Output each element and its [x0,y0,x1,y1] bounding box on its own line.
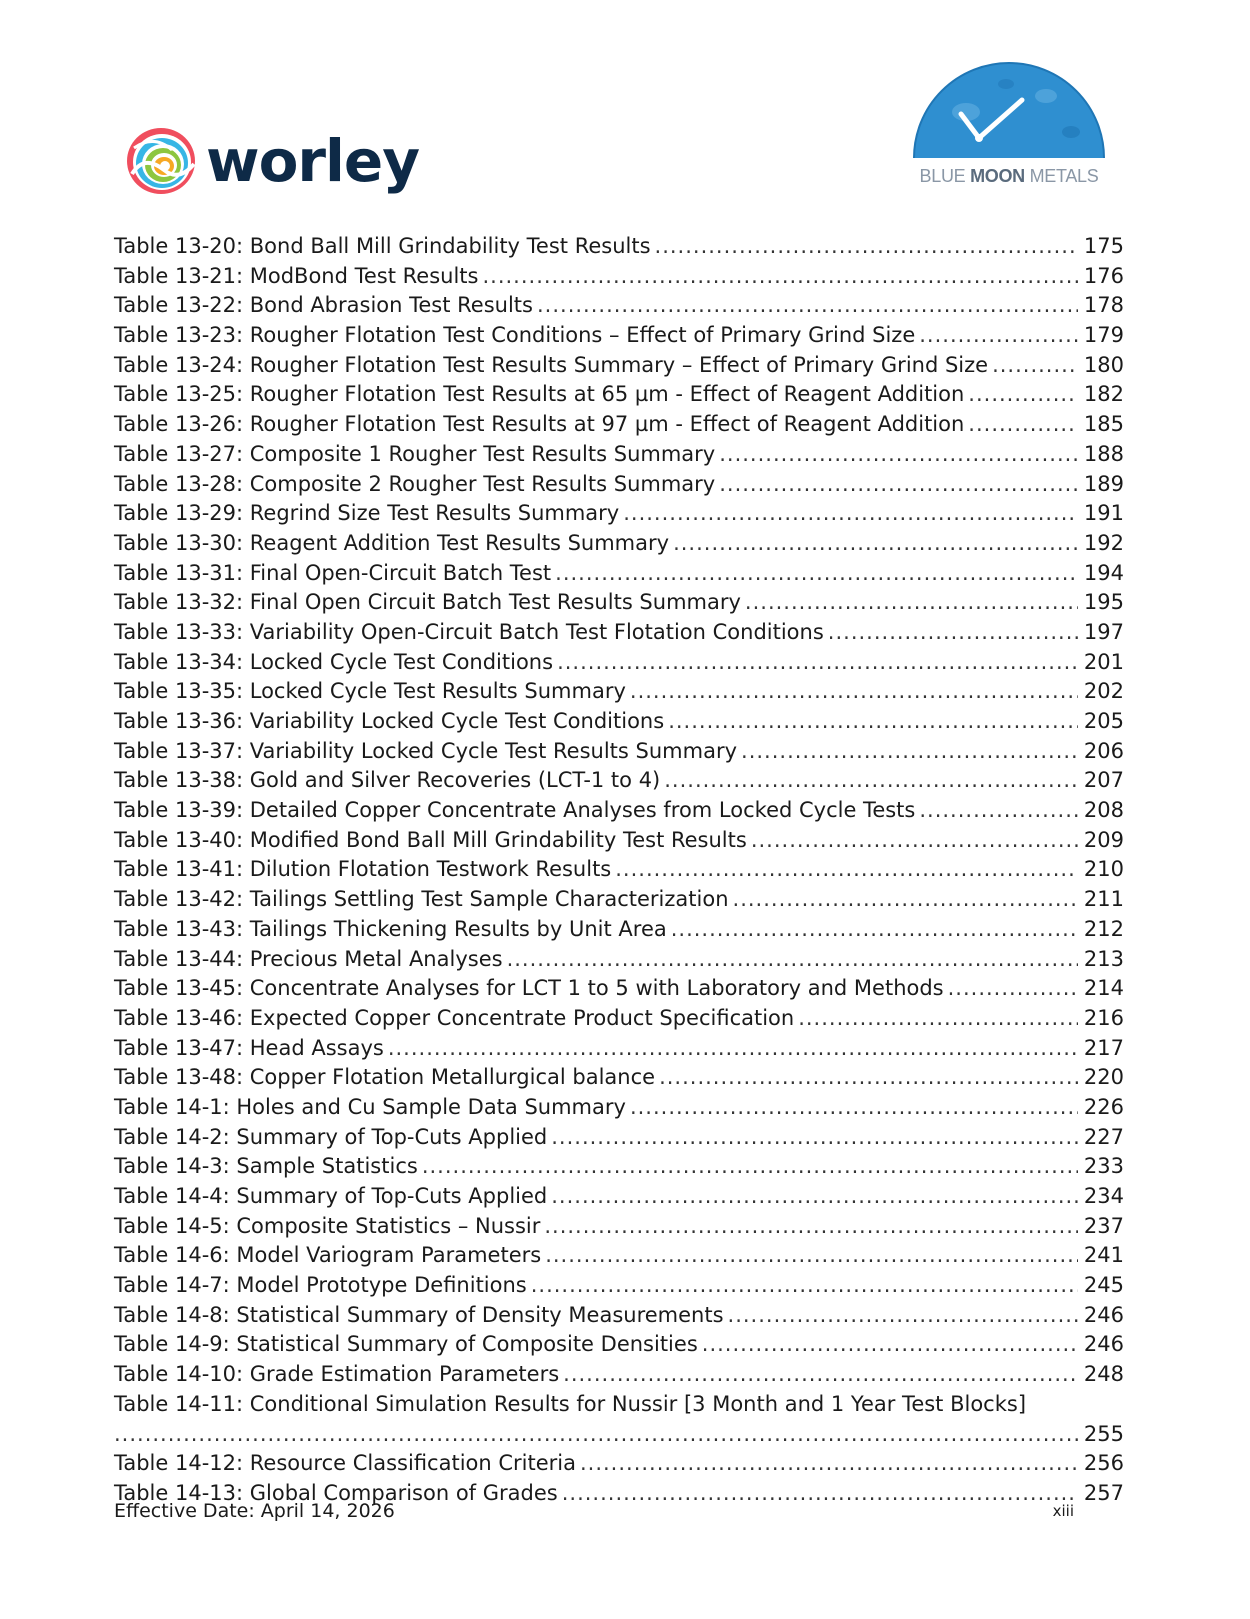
toc-leader-dots [551,1123,1078,1153]
toc-entry-title: Table 13-21: ModBond Test Results [114,263,479,288]
toc-entry[interactable] [114,351,1124,381]
toc-entry-page: 226 [1083,1094,1124,1119]
toc-entry-page: 210 [1083,857,1124,882]
toc-leader-dots [563,1360,1078,1390]
toc-entry-page: 209 [1083,827,1124,852]
toc-entry-title: Table 13-23: Rougher Flotation Test Conditions – Effect of Primary Grind Size [114,323,916,348]
toc-entry[interactable] [114,1093,1124,1123]
toc-entry-page: 191 [1083,501,1124,526]
blue-moon-metals-wordmark: BLUE MOON METALS [919,166,1099,186]
toc-entry-page: 246 [1083,1332,1124,1357]
effective-date: Effective Date: April 14, 2026 [114,1500,395,1522]
toc-entry-page: 211 [1083,887,1124,912]
toc-leader-dots [828,618,1078,648]
toc-entry-page: 237 [1083,1213,1124,1238]
toc-leader-dots [992,351,1078,381]
toc-leader-dots [948,974,1078,1004]
toc-leader-dots [968,410,1078,440]
toc-leader-dots [422,1152,1078,1182]
worley-logo [124,124,419,198]
toc-entry[interactable] [114,1034,1124,1064]
toc-leader-dots [531,1271,1078,1301]
toc-entry-title: Table 14-4: Summary of Top-Cuts Applied [114,1184,548,1208]
toc-leader-dots [551,1182,1078,1212]
toc-leader-dots [655,232,1078,262]
toc-leader-dots [562,1479,1078,1509]
toc-entry[interactable] [114,291,1124,321]
page-number: xiii [1052,1502,1074,1520]
toc-entry[interactable] [114,1123,1124,1153]
toc-entry[interactable] [114,648,1124,678]
toc-leader-dots [968,380,1078,410]
toc-entry-title: Table 14-6: Model Variogram Parameters [114,1243,542,1268]
toc-entry[interactable] [114,974,1124,1004]
toc-entry-title: Table 14-13: Global Comparison of Grades [114,1480,558,1505]
toc-entry-page: 206 [1083,738,1124,763]
toc-entry-title: Table 14-11: Conditional Simulation Results for Nussir [3 Month and 1 Year Test Blocks] [114,1391,1027,1416]
toc-entry-page: 241 [1083,1243,1124,1268]
worley-swirl-icon [124,124,198,198]
toc-leader-dots [580,1449,1078,1479]
toc-entry-page: 179 [1083,323,1124,348]
toc-entry[interactable] [114,529,1124,559]
toc-entry[interactable] [114,677,1124,707]
toc-entry-page: 202 [1083,679,1124,704]
toc-entry[interactable] [114,321,1124,351]
toc-entry-title: Table 14-8: Statistical Summary of Density Measurements [114,1302,724,1327]
toc-entry-title: Table 13-39: Detailed Copper Concentrate Analyses from Locked Cycle Tests [114,798,916,823]
toc-entry[interactable] [114,707,1124,737]
toc-leader-dots [741,737,1078,767]
toc-entry-page: 216 [1083,1005,1124,1030]
toc-entry[interactable] [114,885,1124,915]
toc-entry-title: Table 13-44: Precious Metal Analyses [114,946,503,971]
toc-entry-title: Table 13-45: Concentrate Analyses for LCT 1 to 5 with Laboratory and Methods [114,976,944,1001]
toc-entry-title: Table 13-33: Variability Open-Circuit Batch Test Flotation Conditions [114,619,824,644]
toc-entry-page: 233 [1083,1154,1124,1179]
toc-leader-dots [545,1241,1078,1271]
toc-entry[interactable] [114,1449,1124,1479]
toc-entry[interactable] [114,1420,1124,1450]
toc-leader-dots [557,648,1078,678]
toc-leader-dots [919,796,1078,826]
toc-entry-page: 256 [1083,1451,1124,1476]
toc-entry-page: 207 [1083,768,1124,793]
toc-leader-dots [733,885,1078,915]
toc-entry-title: Table 13-24: Rougher Flotation Test Results Summary – Effect of Primary Grind Size [114,352,989,377]
toc-entry[interactable] [114,588,1124,618]
list-of-tables [114,232,1124,1509]
toc-entry-title: Table 13-48: Copper Flotation Metallurgical balance [114,1065,656,1090]
toc-entry[interactable] [114,1241,1124,1271]
toc-entry[interactable] [114,618,1124,648]
toc-leader-dots [919,321,1078,351]
toc-entry[interactable] [114,1212,1124,1242]
toc-entry-page: 175 [1083,234,1124,258]
toc-leader-dots [751,826,1078,856]
toc-entry-page: 248 [1083,1362,1124,1387]
toc-leader-dots [537,291,1078,321]
toc-entry[interactable] [114,262,1124,292]
toc-entry[interactable] [114,855,1124,885]
toc-entry-title: Table 13-42: Tailings Settling Test Sample Characterization [114,887,729,912]
toc-entry-title: Table 13-25: Rougher Flotation Test Results at 65 µm - Effect of Reagent Addition [114,382,965,407]
toc-entry-page: 176 [1083,263,1124,288]
toc-entry-page: 192 [1083,530,1124,555]
toc-entry-page: 205 [1083,709,1124,733]
toc-leader-dots [659,1063,1078,1093]
toc-entry[interactable] [114,1182,1124,1212]
toc-entry-title: Table 13-41: Dilution Flotation Testwork Results [114,857,612,882]
toc-entry-title: Table 14-10: Grade Estimation Parameters [114,1362,560,1387]
toc-entry-title: Table 13-36: Variability Locked Cycle Test Conditions [114,709,665,733]
toc-entry-page: 246 [1083,1302,1124,1327]
toc-leader-dots [728,1301,1078,1331]
toc-leader-dots [623,499,1078,529]
toc-entry-title: Table 13-27: Composite 1 Rougher Test Results Summary [114,441,716,466]
toc-leader-dots [719,440,1078,470]
toc-entry[interactable] [114,380,1124,410]
toc-entry[interactable] [114,1390,1124,1420]
toc-leader-dots [482,262,1078,292]
toc-entry-title: Table 14-12: Resource Classification Criteria [114,1451,576,1476]
toc-entry[interactable] [114,1301,1124,1331]
toc-entry[interactable] [114,499,1124,529]
toc-entry[interactable] [114,559,1124,589]
toc-entry[interactable] [114,1271,1124,1301]
toc-entry-page: 188 [1083,441,1124,466]
toc-entry-title: Table 13-47: Head Assays [114,1035,384,1060]
toc-leader-dots [702,1330,1078,1360]
toc-entry[interactable] [114,945,1124,975]
toc-entry-title: Table 14-5: Composite Statistics – Nussir [114,1213,541,1238]
toc-entry-title: Table 13-28: Composite 2 Rougher Test Results Summary [114,471,716,496]
toc-entry-title: Table 13-30: Reagent Addition Test Results Summary [114,530,670,555]
toc-entry-page: 201 [1083,649,1124,674]
toc-entry[interactable] [114,410,1124,440]
toc-entry-title: Table 14-1: Holes and Cu Sample Data Summary [114,1094,626,1119]
toc-leader-dots [673,529,1078,559]
toc-leader-dots [664,766,1078,796]
toc-entry-page: 257 [1083,1480,1124,1505]
toc-entry-page: 197 [1083,619,1124,644]
toc-entry-title: Table 14-7: Model Prototype Definitions [114,1273,527,1298]
toc-leader-dots [630,677,1078,707]
toc-entry-title: Table 13-26: Rougher Flotation Test Results at 97 µm - Effect of Reagent Addition [114,412,965,437]
toc-entry[interactable] [114,440,1124,470]
toc-entry-page: 255 [1083,1421,1124,1446]
toc-entry[interactable] [114,232,1124,262]
toc-entry-title: Table 13-29: Regrind Size Test Results Summary [114,501,620,526]
toc-entry-title: Table 13-38: Gold and Silver Recoveries (LCT-1 to 4) [114,768,661,793]
toc-entry-title: Table 14-3: Sample Statistics [114,1154,418,1179]
toc-leader-dots [668,707,1078,737]
toc-entry-page: 195 [1083,590,1124,615]
toc-entry-title: Table 13-31: Final Open-Circuit Batch Test [114,560,552,585]
toc-entry-title: Table 13-20: Bond Ball Mill Grindability Test Results [114,234,651,258]
toc-entry[interactable] [114,1152,1124,1182]
toc-entry-title: Table 13-43: Tailings Thickening Results by Unit Area [114,916,667,941]
toc-leader-dots [507,945,1078,975]
toc-entry[interactable] [114,796,1124,826]
toc-entry-page: 208 [1083,798,1124,823]
toc-entry[interactable] [114,1004,1124,1034]
toc-leader-dots [798,1004,1078,1034]
toc-entry[interactable] [114,915,1124,945]
toc-entry-title: Table 14-2: Summary of Top-Cuts Applied [114,1124,548,1149]
toc-entry[interactable] [114,1360,1124,1390]
toc-entry-page: 245 [1083,1273,1124,1298]
toc-entry-title: Table 13-22: Bond Abrasion Test Results [114,293,533,318]
toc-entry-page: 213 [1083,946,1124,971]
toc-entry-page: 220 [1083,1065,1124,1090]
toc-entry-title: Table 13-46: Expected Copper Concentrate Product Specification [114,1005,795,1030]
toc-leader-dots [671,915,1078,945]
toc-entry-title: Table 13-32: Final Open Circuit Batch Test Results Summary [114,590,741,615]
toc-leader-dots [615,855,1078,885]
toc-leader-dots [630,1093,1078,1123]
toc-leader-dots [555,559,1078,589]
toc-entry[interactable] [114,766,1124,796]
toc-entry-page: 189 [1083,471,1124,496]
toc-leader-dots [719,470,1078,500]
toc-leader-dots [388,1034,1078,1064]
toc-entry-page: 194 [1083,560,1124,585]
toc-entry-title: Table 14-9: Statistical Summary of Composite Densities [114,1332,698,1357]
toc-leader-dots [745,588,1078,618]
page-header [0,0,1250,220]
worley-wordmark: worley [206,127,420,195]
toc-entry[interactable] [114,1063,1124,1093]
toc-leader-dots [114,1420,1078,1450]
toc-entry[interactable] [114,470,1124,500]
toc-entry-page: 185 [1083,412,1124,437]
toc-leader-dots [544,1212,1078,1242]
moon-clock-icon [906,62,1112,166]
toc-entry-page: 214 [1083,976,1124,1001]
toc-entry-page: 217 [1083,1035,1124,1060]
toc-entry-page: 227 [1083,1124,1124,1149]
toc-entry-page: 234 [1083,1184,1124,1208]
toc-entry-title: Table 13-37: Variability Locked Cycle Test Results Summary [114,738,738,763]
toc-entry-title: Table 13-35: Locked Cycle Test Results Summary [114,679,626,704]
blue-moon-metals-logo [906,62,1112,188]
toc-entry-title: Table 13-34: Locked Cycle Test Conditions [114,649,554,674]
toc-entry[interactable] [114,826,1124,856]
toc-entry-page: 182 [1083,382,1124,407]
toc-entry[interactable] [114,737,1124,767]
toc-entry-page: 180 [1083,352,1124,377]
toc-entry-page: 212 [1083,916,1124,941]
toc-entry-title: Table 13-40: Modified Bond Ball Mill Grindability Test Results [114,827,747,852]
toc-entry-page: 178 [1083,293,1124,318]
toc-entry[interactable] [114,1330,1124,1360]
